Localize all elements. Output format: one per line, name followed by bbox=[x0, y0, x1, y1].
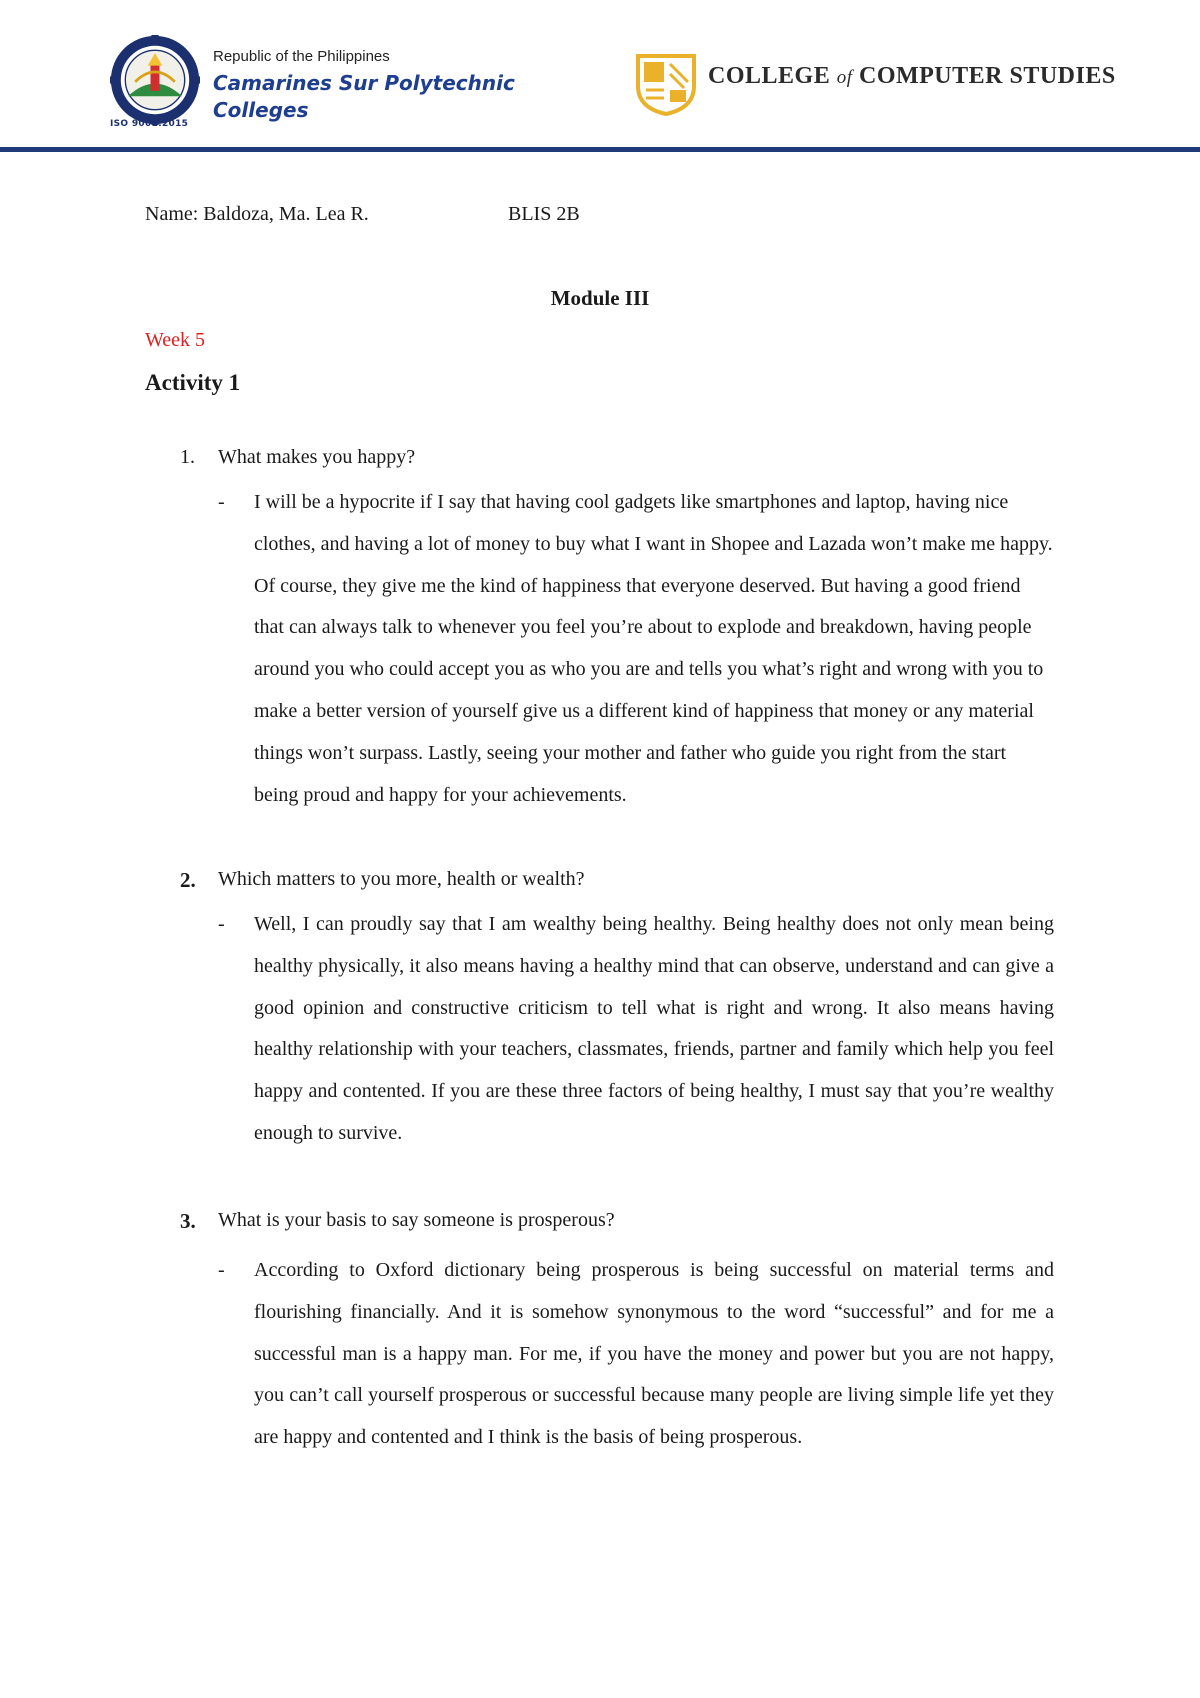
student-section: BLIS 2B bbox=[508, 203, 580, 225]
ccs-title: COLLEGE of COMPUTER STUDIES bbox=[708, 63, 1116, 89]
activity-title: Activity 1 bbox=[145, 370, 241, 395]
bullet-dash: - bbox=[218, 1259, 225, 1281]
header-rule bbox=[0, 147, 1200, 152]
bullet-dash: - bbox=[218, 913, 225, 935]
document-header bbox=[0, 0, 1200, 155]
module-title: Module III bbox=[550, 286, 650, 310]
iso-certification: ISO 9001:2015 bbox=[110, 119, 189, 129]
question-number: 1. bbox=[180, 446, 195, 468]
answer-text: According to Oxford dictionary being prosperous is being successful on material terms and flourishing financially. And it is somehow synonymous to the word “successful” and for me a successful man is a happy man. For me, if you have the money and power but you are not happy, you can’t call yourself prosperous or successful because many people are living simple life yet they are happy and contented and I think is the basis of being prosperous. bbox=[254, 1259, 1054, 1449]
week-label: Week 5 bbox=[145, 329, 206, 351]
ccs-shield-icon bbox=[634, 52, 698, 116]
question-number: 2. bbox=[180, 868, 196, 892]
question-text: Which matters to you more, health or wealth? bbox=[218, 868, 585, 890]
student-name: Name: Baldoza, Ma. Lea R. bbox=[145, 203, 369, 225]
question-text: What makes you happy? bbox=[218, 446, 416, 468]
republic-label: Republic of the Philippines bbox=[213, 48, 390, 65]
college-name: Camarines Sur Polytechnic Colleges bbox=[213, 71, 515, 122]
answer-2 bbox=[218, 904, 1054, 1155]
college-seal-icon bbox=[110, 35, 200, 125]
bullet-dash: - bbox=[218, 491, 225, 513]
answer-text: Well, I can proudly say that I am wealthy being healthy. Being healthy does not only mean being healthy physically, it also means having a healthy mind that can observe, understand and can give a good opinion and constructive criticism to tell what is right and wrong. It also means having healthy relationship with your teachers, classmates, friends, partner and family which help you feel happy and contented. If you are these three factors of being healthy, I must say that you’re wealthy enough to survive. bbox=[254, 913, 1054, 1144]
question-number: 3. bbox=[180, 1209, 196, 1233]
answer-1 bbox=[218, 482, 1054, 816]
question-text: What is your basis to say someone is prosperous? bbox=[218, 1209, 615, 1231]
answer-3 bbox=[218, 1250, 1054, 1459]
answer-text: I will be a hypocrite if I say that having cool gadgets like smartphones and laptop, having nice clothes, and having a lot of money to buy what I want in Shopee and Lazada won’t make me happy. Of course, they give me the kind of happiness that everyone deserved. But having a good friend that can always talk to whenever you feel you’re about to explode and breakdown, having people around you who could accept you as who you are and tells you what’s right and wrong with you to make a better version of yourself give us a different kind of happiness that money or any material things won’t surpass. Lastly, seeing your mother and father who guide you right from the start being proud and happy for your achievements. bbox=[254, 491, 1053, 806]
